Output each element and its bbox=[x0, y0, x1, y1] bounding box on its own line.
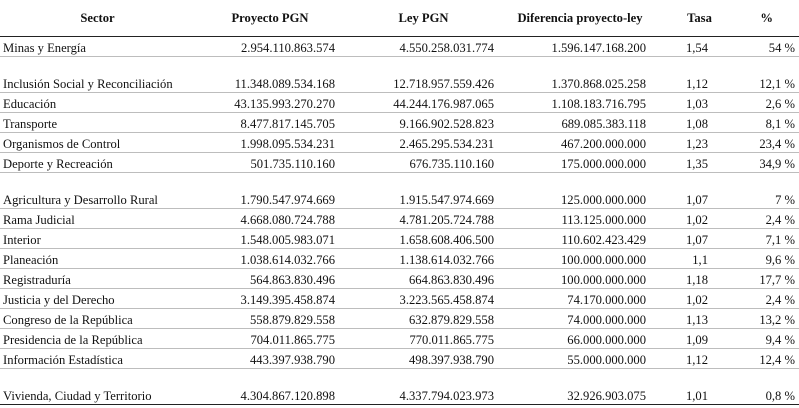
cell-tasa: 1,03 bbox=[658, 93, 741, 113]
table-row bbox=[0, 93, 799, 113]
cell-percent: 7,1 % bbox=[741, 229, 799, 249]
cell-sector: Inclusión Social y Reconciliación bbox=[0, 57, 195, 93]
cell-diferencia: 125.000.000.000 bbox=[502, 173, 658, 209]
cell-ley-pgn: 1.658.608.406.500 bbox=[345, 229, 502, 249]
table-row bbox=[0, 249, 799, 269]
cell-sector: Interior bbox=[0, 229, 195, 249]
cell-tasa: 1,07 bbox=[658, 229, 741, 249]
cell-ley-pgn: 4.550.258.031.774 bbox=[345, 37, 502, 57]
table-row bbox=[0, 173, 799, 209]
cell-diferencia: 175.000.000.000 bbox=[502, 153, 658, 173]
cell-diferencia: 113.125.000.000 bbox=[502, 209, 658, 229]
cell-proyecto-pgn: 1.038.614.032.766 bbox=[195, 249, 345, 269]
cell-percent: 12,4 % bbox=[741, 349, 799, 369]
cell-sector: Agricultura y Desarrollo Rural bbox=[0, 173, 195, 209]
cell-tasa: 1,12 bbox=[658, 349, 741, 369]
cell-sector: Justicia y del Derecho bbox=[0, 289, 195, 309]
cell-sector: Transporte bbox=[0, 113, 195, 133]
cell-tasa: 1,12 bbox=[658, 57, 741, 93]
cell-percent: 34,9 % bbox=[741, 153, 799, 173]
cell-sector: Planeación bbox=[0, 249, 195, 269]
cell-sector: Congreso de la República bbox=[0, 309, 195, 329]
cell-proyecto-pgn: 2.954.110.863.574 bbox=[195, 37, 345, 57]
cell-tasa: 1,1 bbox=[658, 249, 741, 269]
cell-sector: Presidencia de la República bbox=[0, 329, 195, 349]
cell-diferencia: 66.000.000.000 bbox=[502, 329, 658, 349]
cell-diferencia: 100.000.000.000 bbox=[502, 249, 658, 269]
cell-ley-pgn: 632.879.829.558 bbox=[345, 309, 502, 329]
cell-ley-pgn: 2.465.295.534.231 bbox=[345, 133, 502, 153]
cell-diferencia: 467.200.000.000 bbox=[502, 133, 658, 153]
table-row bbox=[0, 57, 799, 93]
cell-percent: 2,4 % bbox=[741, 289, 799, 309]
cell-tasa: 1,08 bbox=[658, 113, 741, 133]
cell-ley-pgn: 664.863.830.496 bbox=[345, 269, 502, 289]
cell-sector: Vivienda, Ciudad y Territorio bbox=[0, 369, 195, 405]
cell-sector: Minas y Energía bbox=[0, 37, 195, 57]
table-row bbox=[0, 349, 799, 369]
cell-tasa: 1,35 bbox=[658, 153, 741, 173]
cell-diferencia: 1.596.147.168.200 bbox=[502, 37, 658, 57]
cell-ley-pgn: 3.223.565.458.874 bbox=[345, 289, 502, 309]
table-row bbox=[0, 37, 799, 57]
cell-sector: Rama Judicial bbox=[0, 209, 195, 229]
cell-proyecto-pgn: 3.149.395.458.874 bbox=[195, 289, 345, 309]
cell-proyecto-pgn: 1.548.005.983.071 bbox=[195, 229, 345, 249]
table-row bbox=[0, 209, 799, 229]
cell-ley-pgn: 4.337.794.023.973 bbox=[345, 369, 502, 405]
cell-ley-pgn: 1.138.614.032.766 bbox=[345, 249, 502, 269]
cell-sector: Deporte y Recreación bbox=[0, 153, 195, 173]
cell-diferencia: 1.370.868.025.258 bbox=[502, 57, 658, 93]
cell-ley-pgn: 1.915.547.974.669 bbox=[345, 173, 502, 209]
cell-tasa: 1,09 bbox=[658, 329, 741, 349]
cell-percent: 23,4 % bbox=[741, 133, 799, 153]
cell-ley-pgn: 676.735.110.160 bbox=[345, 153, 502, 173]
cell-tasa: 1,54 bbox=[658, 37, 741, 57]
table-row bbox=[0, 329, 799, 349]
cell-percent: 17,7 % bbox=[741, 269, 799, 289]
cell-tasa: 1,02 bbox=[658, 209, 741, 229]
table-row bbox=[0, 289, 799, 309]
cell-tasa: 1,01 bbox=[658, 369, 741, 405]
cell-ley-pgn: 4.781.205.724.788 bbox=[345, 209, 502, 229]
table-row bbox=[0, 229, 799, 249]
cell-percent: 13,2 % bbox=[741, 309, 799, 329]
cell-diferencia: 100.000.000.000 bbox=[502, 269, 658, 289]
cell-tasa: 1,23 bbox=[658, 133, 741, 153]
table-row bbox=[0, 309, 799, 329]
cell-percent: 9,6 % bbox=[741, 249, 799, 269]
cell-percent: 9,4 % bbox=[741, 329, 799, 349]
cell-diferencia: 689.085.383.118 bbox=[502, 113, 658, 133]
cell-tasa: 1,13 bbox=[658, 309, 741, 329]
header-diferencia: Diferencia proyecto-ley bbox=[502, 0, 658, 37]
cell-percent: 2,6 % bbox=[741, 93, 799, 113]
cell-ley-pgn: 12.718.957.559.426 bbox=[345, 57, 502, 93]
table-row bbox=[0, 369, 799, 405]
cell-percent: 7 % bbox=[741, 173, 799, 209]
cell-ley-pgn: 9.166.902.528.823 bbox=[345, 113, 502, 133]
cell-proyecto-pgn: 8.477.817.145.705 bbox=[195, 113, 345, 133]
cell-proyecto-pgn: 558.879.829.558 bbox=[195, 309, 345, 329]
cell-tasa: 1,02 bbox=[658, 289, 741, 309]
cell-diferencia: 1.108.183.716.795 bbox=[502, 93, 658, 113]
cell-sector: Educación bbox=[0, 93, 195, 113]
cell-proyecto-pgn: 11.348.089.534.168 bbox=[195, 57, 345, 93]
cell-proyecto-pgn: 4.304.867.120.898 bbox=[195, 369, 345, 405]
table-row bbox=[0, 133, 799, 153]
header-percent: % bbox=[741, 0, 799, 37]
cell-proyecto-pgn: 564.863.830.496 bbox=[195, 269, 345, 289]
header-proyecto-pgn: Proyecto PGN bbox=[195, 0, 345, 37]
cell-diferencia: 55.000.000.000 bbox=[502, 349, 658, 369]
header-sector: Sector bbox=[0, 0, 195, 37]
cell-proyecto-pgn: 43.135.993.270.270 bbox=[195, 93, 345, 113]
cell-proyecto-pgn: 704.011.865.775 bbox=[195, 329, 345, 349]
cell-sector: Registraduría bbox=[0, 269, 195, 289]
header-ley-pgn: Ley PGN bbox=[345, 0, 502, 37]
table-row bbox=[0, 269, 799, 289]
cell-proyecto-pgn: 443.397.938.790 bbox=[195, 349, 345, 369]
cell-ley-pgn: 44.244.176.987.065 bbox=[345, 93, 502, 113]
table-row bbox=[0, 153, 799, 173]
cell-percent: 12,1 % bbox=[741, 57, 799, 93]
cell-diferencia: 74.170.000.000 bbox=[502, 289, 658, 309]
cell-percent: 2,4 % bbox=[741, 209, 799, 229]
cell-percent: 54 % bbox=[741, 37, 799, 57]
cell-percent: 8,1 % bbox=[741, 113, 799, 133]
cell-proyecto-pgn: 1.998.095.534.231 bbox=[195, 133, 345, 153]
cell-percent: 0,8 % bbox=[741, 369, 799, 405]
cell-proyecto-pgn: 4.668.080.724.788 bbox=[195, 209, 345, 229]
table-header-row bbox=[0, 0, 799, 37]
cell-tasa: 1,18 bbox=[658, 269, 741, 289]
cell-sector: Información Estadística bbox=[0, 349, 195, 369]
cell-ley-pgn: 498.397.938.790 bbox=[345, 349, 502, 369]
cell-proyecto-pgn: 1.790.547.974.669 bbox=[195, 173, 345, 209]
cell-diferencia: 110.602.423.429 bbox=[502, 229, 658, 249]
cell-sector: Organismos de Control bbox=[0, 133, 195, 153]
cell-ley-pgn: 770.011.865.775 bbox=[345, 329, 502, 349]
cell-diferencia: 32.926.903.075 bbox=[502, 369, 658, 405]
cell-diferencia: 74.000.000.000 bbox=[502, 309, 658, 329]
cell-proyecto-pgn: 501.735.110.160 bbox=[195, 153, 345, 173]
cell-tasa: 1,07 bbox=[658, 173, 741, 209]
table-row bbox=[0, 113, 799, 133]
header-tasa: Tasa bbox=[658, 0, 741, 37]
